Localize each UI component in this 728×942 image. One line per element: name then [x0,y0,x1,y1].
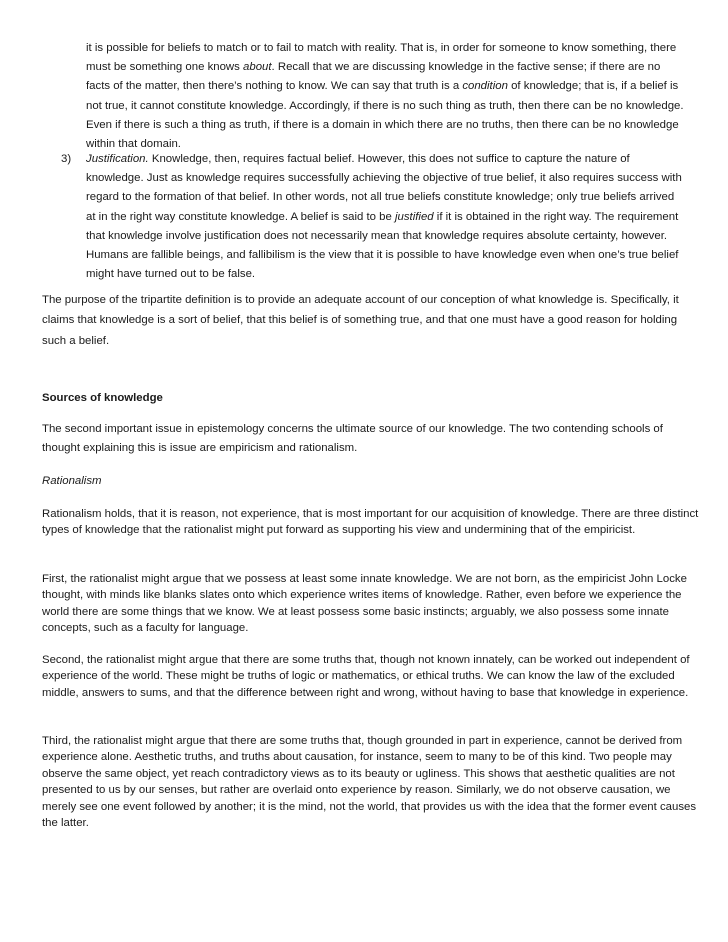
sources-paragraph: The second important issue in epistemology concerns the ultimate source of our knowledge. The two contending schools of thought explaining this is issue are empiricism and rationalism. [42,423,663,455]
item-text: Knowledge, then, requires factual belief. However, this does not suffice to capture the nature of knowledge. Just as knowledge requires successfully achieving the objective of true belief, it also requires success with regard to the formation of that belief. In other words, not all true beliefs constitute knowledge; only true beliefs arrived at in the right way constitute knowledge. A belief is said to be [86,153,682,223]
sources-heading: Sources of knowledge [42,392,163,404]
item-text: . Recall that we are discussing knowledge in the factive sense; if there are no facts of the matter, then there’s nothing to know. We can say that truth is a [86,61,661,93]
item-emphasis: justified [395,210,434,223]
item-text: if it is obtained in the right way. The requirement that knowledge involve justification does not necessarily mean that knowledge requires absolute certainty, however. Humans are fallible beings, and [86,210,679,262]
item-title: Justification. [86,153,149,165]
rationalism-heading: Rationalism [42,475,102,487]
list-item-number: 3) [61,153,72,165]
rationalism-intro: Rationalism holds, that it is reason, not experience, that is most important for our acquisition of knowledge. There are three distinct types of knowledge that the rationalist might put forward as supporting his view and undermining that of the empiricist. [42,508,699,537]
tripartite-paragraph: The purpose of the tripartite definition is to provide an adequate account of our conception of what knowledge is. Specifically, it claims that knowledge is a sort of belief, that this belief is of something true, and that one must have a good reason for holding such a belief. [42,294,679,347]
list-item-justification [86,150,686,284]
second-paragraph: Second, the rationalist might argue that there are some truths that, though not known innately, can be worked out independent of experience of the world. These might be truths of logic or mathematics, or ethical truths. We can know the law of the excluded middle, answers to sums, and that the difference between right and wrong, without having to base that knowledge in experience. [42,654,690,699]
list-item-truth-continued [86,39,686,154]
first-paragraph: First, the rationalist might argue that we possess at least some innate knowledge. We are not born, as the empiricist John Locke thought, with minds like blanks slates onto which experience writes items of knowledge. Rather, even before we experience the world there are some things that we know. We at least possess some basic instincts; arguably, we also possess some innate concepts, such as a faculty for language. [42,573,687,635]
item-text: it is possible for beliefs to match or to fail to match with reality. That is, in order for someone to know something, there must be something one knows [86,42,677,74]
item-emphasis: condition [462,80,508,93]
item-text: of knowledge; that is, if a belief is not true, it cannot constitute knowledge. Accordingly, if there is no such thing as truth, then there can be no knowledge. Even if there is such a thing as truth, if there is a domain in which there are no truths, then there can be no knowledge within that domain. [86,80,684,151]
fallibilism-link[interactable]: fallibilism is the view [248,249,352,262]
item-emphasis: about [243,61,272,74]
item-text: that it is possible to have knowledge even when one’s true belief might have turned out to be false. [86,249,679,281]
third-paragraph: Third, the rationalist might argue that there are some truths that, though grounded in part in experience, cannot be derived from experience alone. Aesthetic truths, and truths about causation, for instance, seem to many to be of this kind. Two people may observe the same object, yet reach contradictory views as to its beauty or ugliness. This shows that aesthetic qualities are not presented to us by our senses, but rather are overlaid onto experience by reason. Similarly, we do not observe causation, we merely see one event followed by another; it is the mind, not the world, that provides us with the idea that the former event causes the latter. [42,735,697,830]
